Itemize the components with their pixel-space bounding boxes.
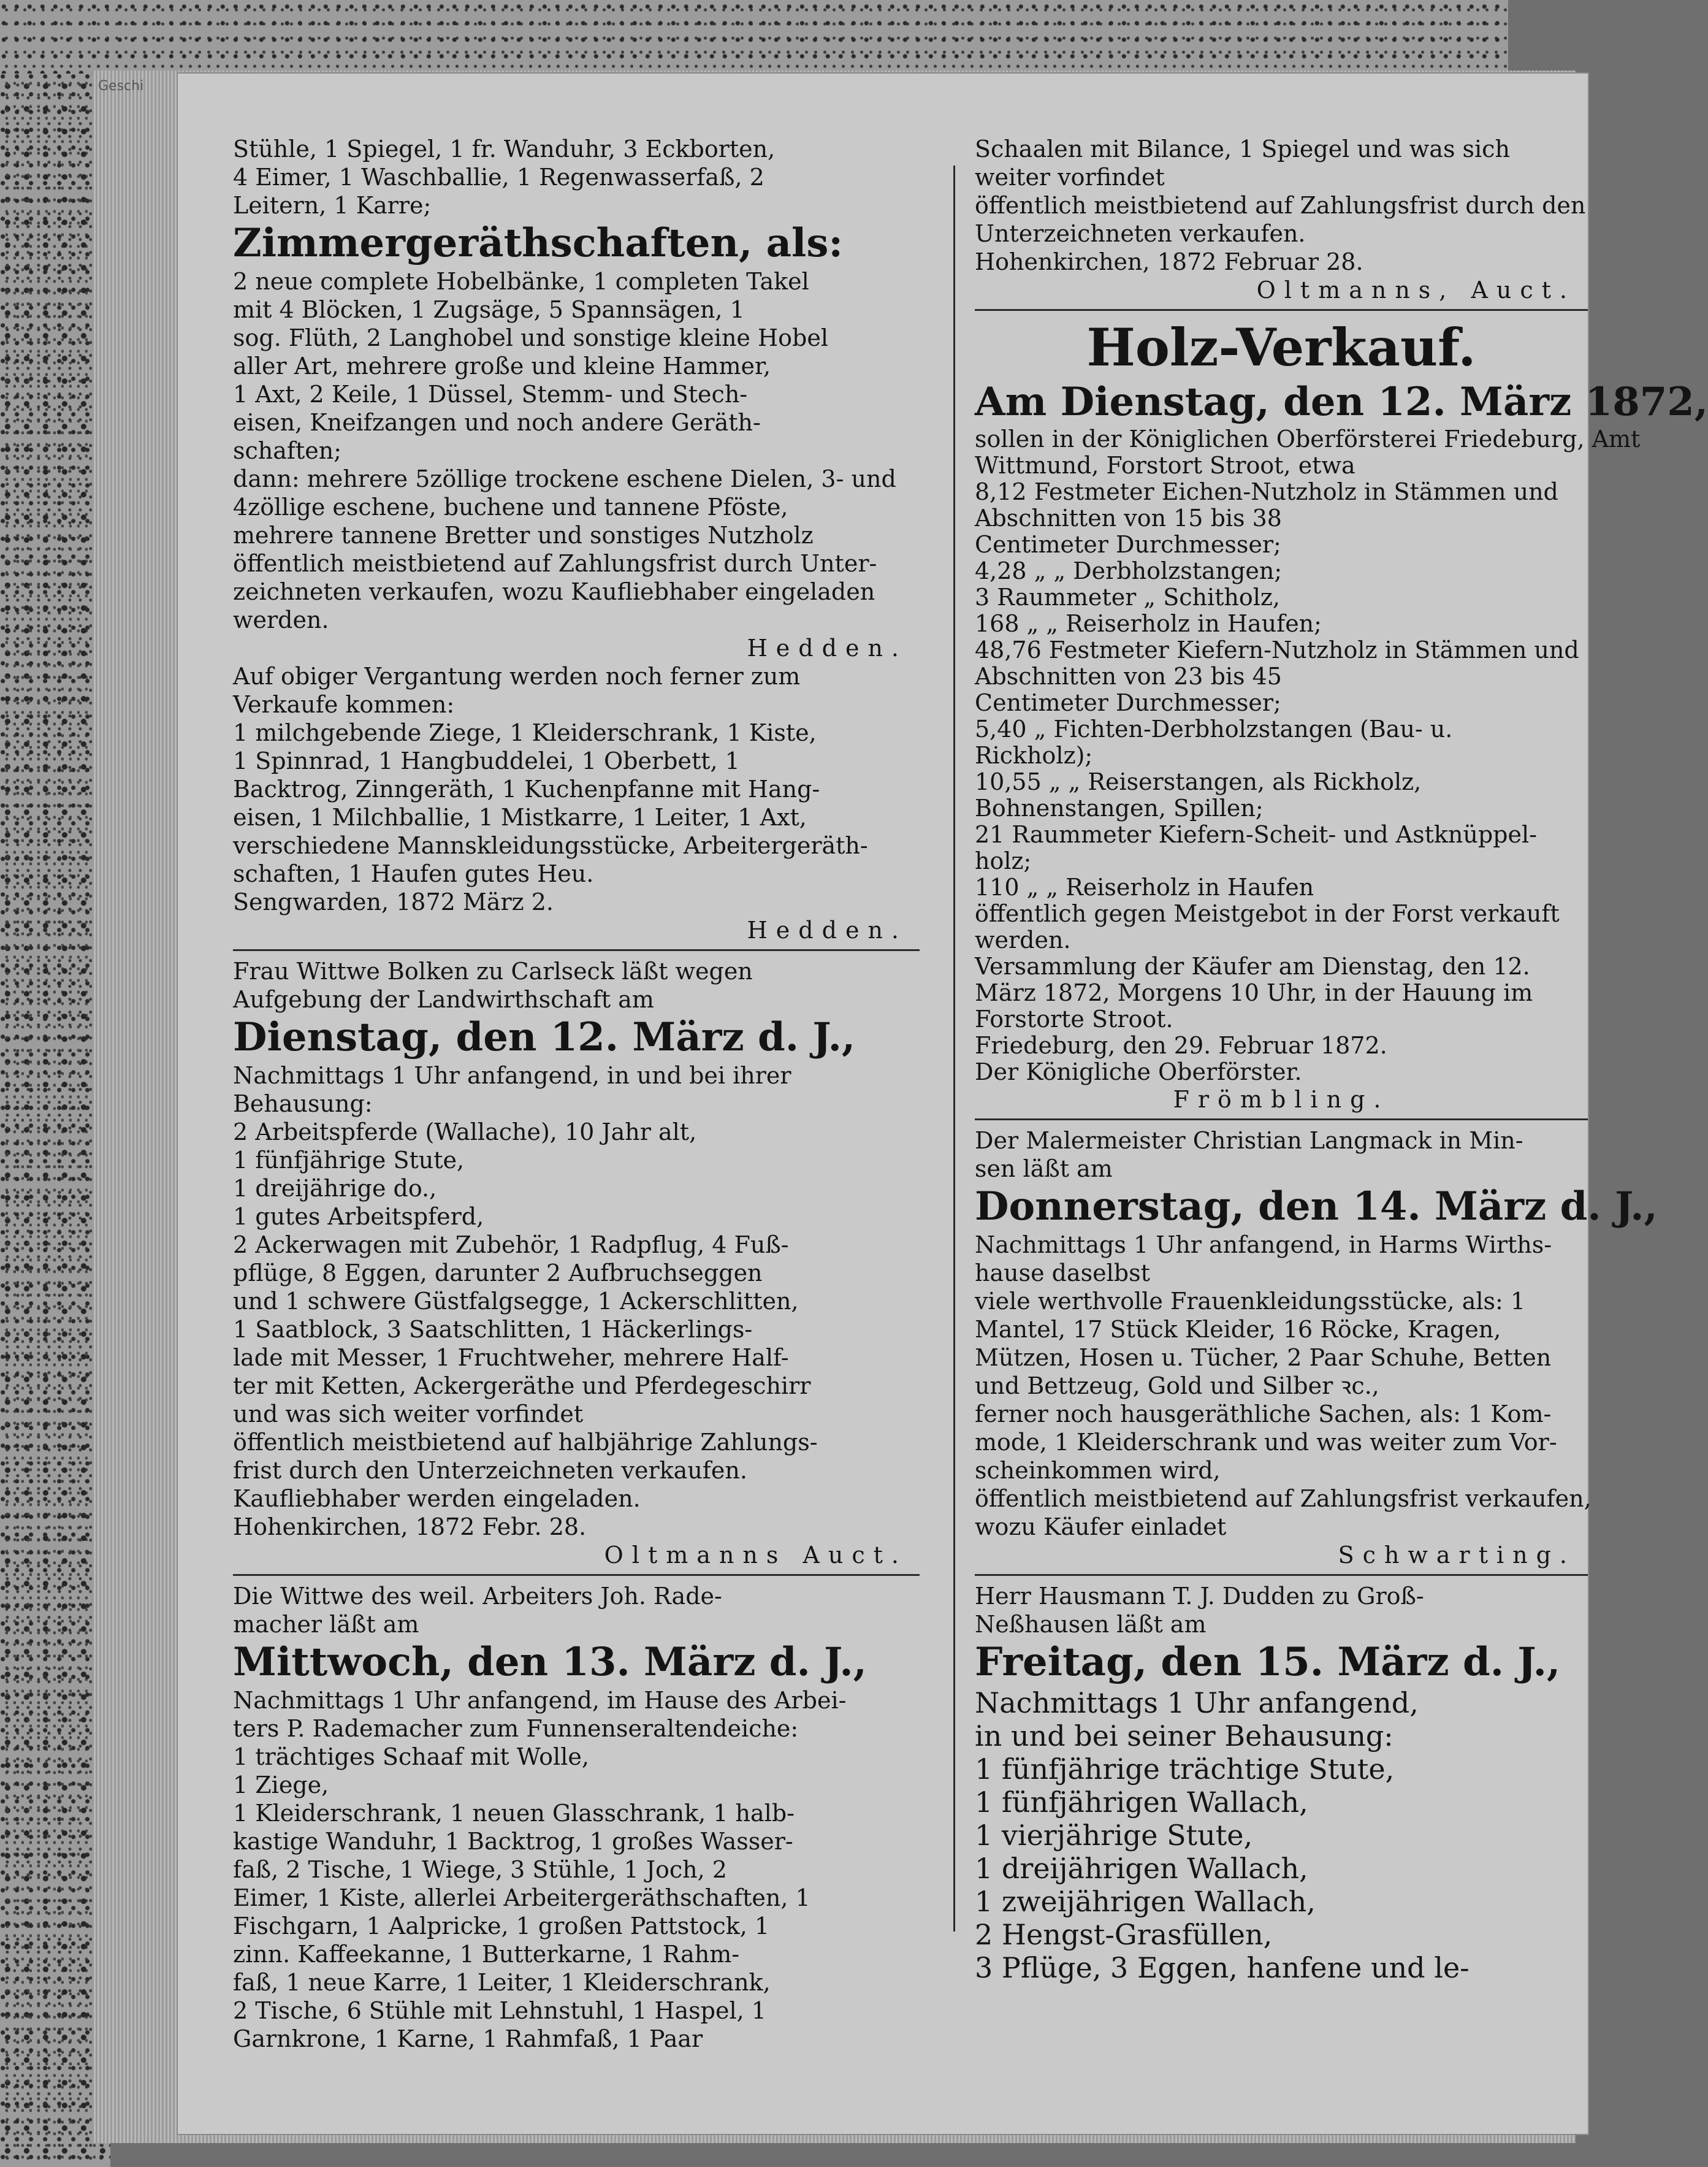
text-line: 1 milchgebende Ziege, 1 Kleiderschrank, 1 Kiste,: [233, 719, 817, 746]
text-line: Der Malermeister Christian Langmack in Min-: [975, 1127, 1523, 1154]
text-line: in und bei seiner Behausung:: [975, 1719, 1393, 1752]
heading-tools: Zimmergeräthschaften, als:: [233, 220, 843, 266]
text-line: öffentlich gegen Meistgebot in der Forst verkauft: [975, 900, 1560, 927]
text-line: Nachmittags 1 Uhr anfangend, in Harms Wirths-: [975, 1231, 1552, 1258]
ad-date: Dienstag, den 12. März d. J.,: [233, 1014, 856, 1060]
text-line: öffentlich meistbietend auf Zahlungsfrist durch den: [975, 192, 1586, 219]
text-line: 110 „ „ Reiserholz in Haufen: [975, 874, 1314, 901]
text-line: öffentlich meistbietend auf Zahlungsfrist durch Unter-: [233, 550, 877, 577]
ad-dudden: [975, 1582, 1588, 1984]
text-line: Mützen, Hosen u. Tücher, 2 Paar Schuhe, Betten: [975, 1344, 1552, 1371]
text-line: Fischgarn, 1 Aalpricke, 1 großen Pattstock, 1: [233, 1913, 770, 1940]
text-line: lade mit Messer, 1 Fruchtweher, mehrere Half-: [233, 1344, 789, 1371]
text-line: werden.: [233, 606, 329, 633]
text-line: 48,76 Festmeter Kiefern-Nutzholz in Stämmen und: [975, 636, 1579, 663]
ad-rademacher: [233, 1582, 920, 2053]
ad-lines: [233, 1686, 920, 2053]
text-line: Die Wittwe des weil. Arbeiters Joh. Rade-: [233, 1583, 722, 1610]
separator: [975, 1118, 1588, 1120]
separator: [233, 1574, 920, 1576]
text-line: Frau Wittwe Bolken zu Carlseck läßt wegen: [233, 958, 753, 985]
text-line: 1 vierjährige Stute,: [975, 1819, 1253, 1852]
text-line: Hohenkirchen, 1872 Februar 28.: [975, 248, 1363, 275]
text-line: Abschnitten von 23 bis 45: [975, 663, 1282, 690]
text-line: Stühle, 1 Spiegel, 1 fr. Wanduhr, 3 Eckborten,: [233, 136, 776, 162]
text-line: und was sich weiter vorfindet: [233, 1401, 584, 1427]
signature-hedden-1: Hedden.: [747, 635, 907, 662]
text-line: und Bettzeug, Gold und Silber ꝛc.,: [975, 1372, 1379, 1399]
text-line: zeichneten verkaufen, wozu Kaufliebhaber eingeladen: [233, 578, 875, 605]
text-line: 4,28 „ „ Derbholzstangen;: [975, 557, 1283, 584]
ad-intro: [233, 1582, 920, 1638]
text-line: ferner noch hausgeräthliche Sachen, als: 1 Kom-: [975, 1401, 1552, 1427]
separator: [233, 949, 920, 951]
text-line: öffentlich meistbietend auf Zahlungsfrist verkaufen,: [975, 1485, 1592, 1512]
text-line: 1 Axt, 2 Keile, 1 Düssel, Stemm- und Stech-: [233, 381, 748, 408]
text-line: dann: mehrere 5zöllige trockene eschene Dielen, 3- und: [233, 465, 896, 492]
ad-title: Holz-Verkauf.: [1086, 317, 1476, 378]
text-line: Garnkrone, 1 Karne, 1 Rahmfaß, 1 Paar: [233, 2025, 703, 2052]
ad-date: Am Dienstag, den 12. März 1872,: [975, 379, 1708, 425]
text-line: schaften, 1 Haufen gutes Heu.: [233, 860, 594, 887]
text-line: Rickholz);: [975, 742, 1093, 769]
text-line: 2 neue complete Hobelbänke, 1 completen Takel: [233, 268, 809, 295]
text-line: 2 Hengst-Grasfüllen,: [975, 1918, 1273, 1951]
text-line: Bohnenstangen, Spillen;: [975, 795, 1264, 822]
text-line: 3 Pflüge, 3 Eggen, hanfene und le-: [975, 1951, 1470, 1984]
text-line: öffentlich meistbietend auf halbjährige Zahlungs-: [233, 1429, 818, 1456]
text-line: sen läßt am: [975, 1155, 1113, 1182]
text-line: 4zöllige eschene, buchene und tannene Pföste,: [233, 494, 788, 521]
text-line: 1 Ziege,: [233, 1771, 329, 1798]
text-line: weiter vorfindet: [975, 164, 1165, 191]
text-line: 1 zweijährigen Wallach,: [975, 1885, 1316, 1918]
text-line: Forstorte Stroot.: [975, 1006, 1173, 1033]
text-line: viele werthvolle Frauenkleidungsstücke, als: 1: [975, 1288, 1526, 1315]
text-line: Centimeter Durchmesser;: [975, 531, 1281, 558]
text-line: 4 Eimer, 1 Waschballie, 1 Regenwasserfaß, 2: [233, 164, 764, 191]
text-line: hause daselbst: [975, 1259, 1150, 1286]
text-line: Unterzeichneten verkaufen.: [975, 220, 1306, 247]
text-line: faß, 2 Tische, 1 Wiege, 3 Stühle, 1 Joch, 2: [233, 1856, 727, 1883]
text-line: eisen, Kneifzangen und noch andere Geräth-: [233, 409, 761, 436]
separator: [975, 309, 1588, 311]
text-line: werden.: [975, 927, 1071, 954]
text-line: mehrere tannene Bretter und sonstiges Nutzholz: [233, 522, 814, 549]
text-line: scheinkommen wird,: [975, 1457, 1221, 1484]
ad-bolken: [233, 957, 920, 1569]
text-line: 1 dreijährige do.,: [233, 1175, 437, 1202]
text-line: frist durch den Unterzeichneten verkaufen.: [233, 1457, 747, 1484]
text-line: zinn. Kaffeekanne, 1 Butterkarne, 1 Rahm-: [233, 1941, 740, 1968]
text-line: verschiedene Mannskleidungsstücke, Arbeitergeräth-: [233, 832, 868, 859]
text-line: Nachmittags 1 Uhr anfangend, im Hause des Arbei-: [233, 1687, 847, 1714]
right-top-lines: [975, 135, 1588, 276]
ad-lines: [975, 426, 1641, 1085]
text-line: aller Art, mehrere große und kleine Hammer,: [233, 353, 771, 380]
text-line: Behausung:: [233, 1090, 373, 1117]
text-line: 1 fünfjährigen Wallach,: [975, 1786, 1308, 1819]
text-line: Eimer, 1 Kiste, allerlei Arbeitergeräthschaften, 1: [233, 1884, 810, 1911]
text-line: 1 dreijährigen Wallach,: [975, 1852, 1308, 1885]
text-line: 1 fünfjährige Stute,: [233, 1147, 465, 1174]
text-line: Der Königliche Oberförster.: [975, 1058, 1302, 1085]
text-line: macher läßt am: [233, 1611, 419, 1638]
text-line: sollen in der Königlichen Oberförsterei Friedeburg, Amt: [975, 426, 1641, 453]
signature-hedden-2: Hedden.: [747, 917, 907, 944]
text-line: 1 Kleiderschrank, 1 neuen Glasschrank, 1 halb-: [233, 1800, 795, 1827]
ad-holz-verkauf: [975, 317, 1708, 1114]
text-line: Leitern, 1 Karre;: [233, 192, 432, 219]
separator: [975, 1574, 1588, 1576]
right-column: [975, 135, 1708, 1984]
text-line: Kaufliebhaber werden eingeladen.: [233, 1485, 641, 1512]
text-line: holz;: [975, 847, 1032, 874]
signature-oltmanns-2: Oltmanns, Auct.: [1256, 277, 1576, 304]
ad-langmack: [975, 1126, 1658, 1569]
text-line: Wittmund, Forstort Stroot, etwa: [975, 452, 1355, 479]
text-line: 1 Spinnrad, 1 Hangbuddelei, 1 Oberbett, 1: [233, 747, 740, 774]
vergantung-list: [233, 662, 920, 916]
text-line: 1 gutes Arbeitspferd,: [233, 1203, 484, 1230]
text-line: 10,55 „ „ Reiserstangen, als Rickholz,: [975, 768, 1422, 795]
text-line: Backtrog, Zinngeräth, 1 Kuchenpfanne mit Hang-: [233, 776, 820, 803]
text-line: 21 Raummeter Kiefern-Scheit- und Astknüppel-: [975, 821, 1537, 848]
ad-lines: [975, 1231, 1592, 1541]
ad-intro: [233, 957, 920, 1014]
text-line: eisen, 1 Milchballie, 1 Mistkarre, 1 Leiter, 1 Axt,: [233, 804, 807, 831]
text-line: und 1 schwere Güstfalgsegge, 1 Ackerschlitten,: [233, 1288, 799, 1315]
ad-date: Donnerstag, den 14. März d. J.,: [975, 1183, 1658, 1229]
text-line: ter mit Ketten, Ackergeräthe und Pferdegeschirr: [233, 1372, 811, 1399]
column-divider: [953, 166, 955, 1932]
book-edge-top: [0, 0, 1508, 74]
text-line: wozu Käufer einladet: [975, 1513, 1227, 1540]
ad-date: Mittwoch, den 13. März d. J.,: [233, 1639, 867, 1685]
ad-intro: [975, 1126, 1588, 1183]
text-line: ters P. Rademacher zum Funnenseraltendeiche:: [233, 1715, 799, 1742]
text-line: Nachmittags 1 Uhr anfangend,: [975, 1686, 1419, 1719]
running-head: Geschi: [98, 78, 144, 94]
text-line: Centimeter Durchmesser;: [975, 689, 1281, 716]
text-line: 2 Arbeitspferde (Wallache), 10 Jahr alt,: [233, 1118, 697, 1145]
left-top-lines: [233, 135, 920, 220]
text-line: Verkaufe kommen:: [233, 691, 455, 718]
text-line: 3 Raummeter „ Schitholz,: [975, 584, 1281, 611]
text-line: 1 fünfjährige trächtige Stute,: [975, 1752, 1395, 1786]
text-line: Sengwarden, 1872 März 2.: [233, 889, 554, 915]
text-line: pflüge, 8 Eggen, darunter 2 Aufbruchseggen: [233, 1259, 763, 1286]
tools-list: [233, 267, 920, 634]
text-line: Abschnitten von 15 bis 38: [975, 505, 1282, 532]
text-line: 2 Tische, 6 Stühle mit Lehnstuhl, 1 Haspel, 1: [233, 1997, 766, 2024]
signature-schwarting: Schwarting.: [1338, 1542, 1576, 1569]
signature-oltmanns: Oltmanns Auct.: [604, 1542, 907, 1569]
text-line: Nachmittags 1 Uhr anfangend, in und bei ihrer: [233, 1062, 791, 1089]
signature-froembling: Frömbling.: [1173, 1086, 1390, 1113]
text-line: schaften;: [233, 437, 342, 464]
left-column: [233, 135, 920, 2053]
text-line: Versammlung der Käufer am Dienstag, den 12.: [975, 953, 1530, 980]
text-line: faß, 1 neue Karre, 1 Leiter, 1 Kleiderschrank,: [233, 1969, 771, 1996]
text-line: Auf obiger Vergantung werden noch ferner zum: [233, 663, 801, 690]
text-line: mit 4 Blöcken, 1 Zugsäge, 5 Spannsägen, 1: [233, 296, 745, 323]
text-line: Schaalen mit Bilance, 1 Spiegel und was sich: [975, 136, 1510, 162]
text-line: Hohenkirchen, 1872 Febr. 28.: [233, 1513, 587, 1540]
text-line: sog. Flüth, 2 Langhobel und sonstige kleine Hobel: [233, 324, 828, 351]
newspaper-page: [178, 74, 1708, 2134]
text-line: März 1872, Morgens 10 Uhr, in der Hauung im: [975, 979, 1533, 1006]
text-line: 2 Ackerwagen mit Zubehör, 1 Radpflug, 4 Fuß-: [233, 1231, 789, 1258]
text-line: Neßhausen läßt am: [975, 1611, 1207, 1638]
ad-date: Freitag, den 15. März d. J.,: [975, 1639, 1561, 1685]
text-line: Aufgebung der Landwirthschaft am: [233, 986, 654, 1013]
text-line: 8,12 Festmeter Eichen-Nutzholz in Stämmen und: [975, 478, 1558, 505]
ad-intro: [975, 1582, 1588, 1638]
text-line: Friedeburg, den 29. Februar 1872.: [975, 1032, 1387, 1059]
text-line: mode, 1 Kleiderschrank und was weiter zum Vor-: [975, 1429, 1557, 1456]
text-line: 1 Saatblock, 3 Saatschlitten, 1 Häckerlings-: [233, 1316, 753, 1343]
text-line: 1 trächtiges Schaaf mit Wolle,: [233, 1743, 589, 1770]
text-line: Mantel, 17 Stück Kleider, 16 Röcke, Kragen,: [975, 1316, 1501, 1343]
text-line: Herr Hausmann T. J. Dudden zu Groß-: [975, 1583, 1424, 1610]
text-line: 5,40 „ Fichten-Derbholzstangen (Bau- u.: [975, 716, 1453, 743]
ad-lines: [975, 1686, 1588, 1984]
ad-lines: [233, 1061, 920, 1541]
text-line: 168 „ „ Reiserholz in Haufen;: [975, 610, 1322, 637]
text-line: kastige Wanduhr, 1 Backtrog, 1 großes Wasser-: [233, 1828, 793, 1855]
